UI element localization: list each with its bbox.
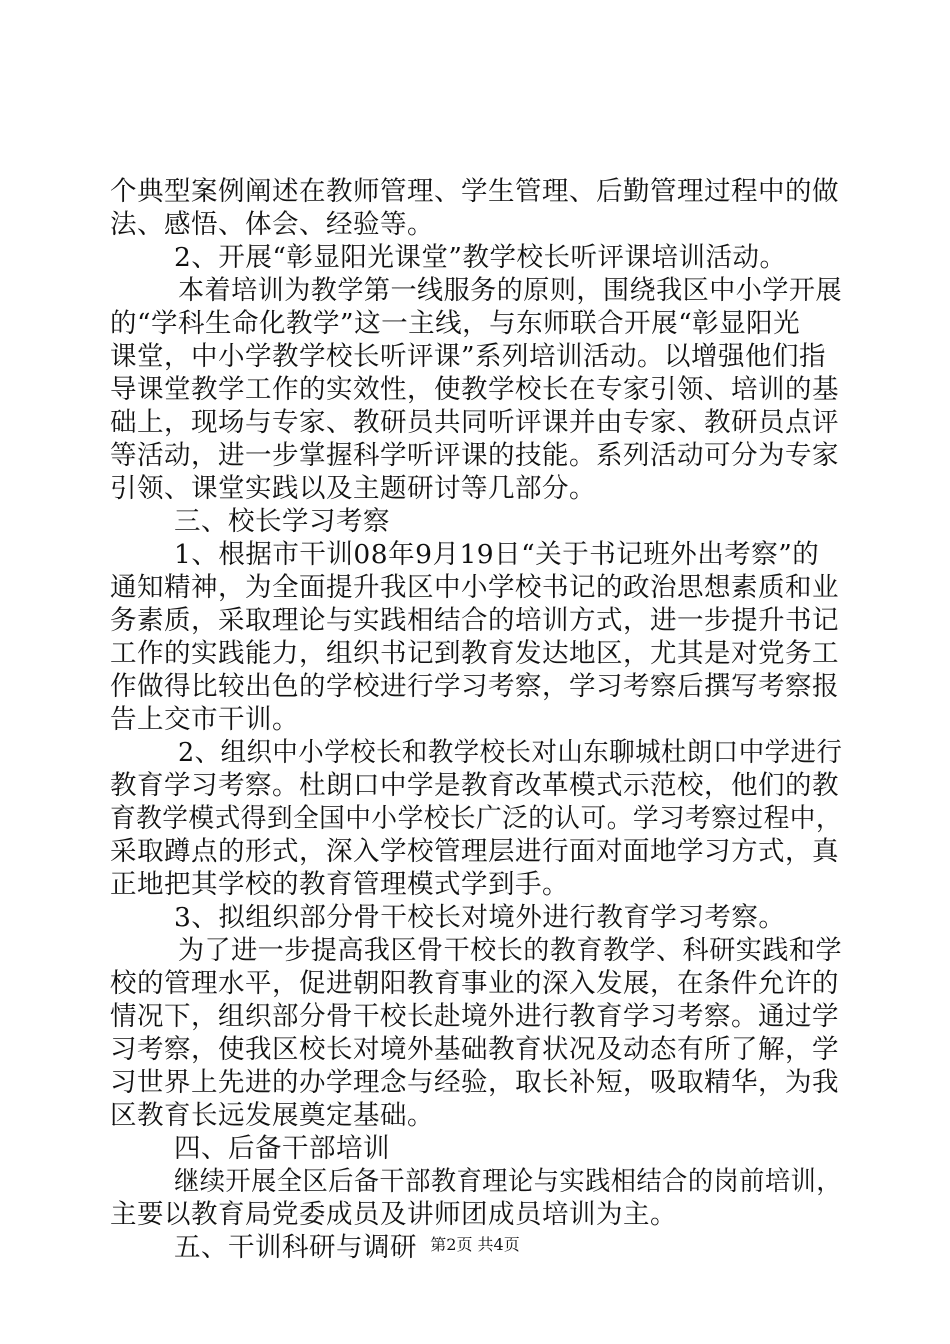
- text-line: 继续开展全区后备干部教育理论与实践相结合的岗前培训，: [174, 1166, 842, 1197]
- text-line: 校的管理水平，促进朝阳教育事业的深入发展，在条件允许的: [110, 968, 839, 999]
- text-line: 课堂，中小学教学校长听评课”系列培训活动。以增强他们指: [110, 341, 827, 372]
- section-heading: 四、后备干部培训: [174, 1133, 390, 1164]
- text-line: 习考察，使我区校长对境外基础教育状况及动态有所了解，学: [110, 1034, 839, 1065]
- text-line: 工作的实践能力，组织书记到教育发达地区，尤其是对党务工: [110, 638, 839, 669]
- text-line: 的“学科生命化教学”这一主线，与东师联合开展“彰显阳光: [110, 308, 801, 339]
- text-line: 务素质，采取理论与实践相结合的培训方式，进一步提升书记: [110, 605, 839, 636]
- text-line: 正地把其学校的教育管理模式学到手。: [110, 869, 569, 900]
- section-heading: 五、干训科研与调研: [174, 1232, 417, 1263]
- text-line: 本着培训为教学第一线服务的原则，围绕我区中小学开展: [178, 275, 842, 306]
- section-heading: 三、校长学习考察: [174, 506, 390, 537]
- text-line: 础上，现场与专家、教研员共同听评课并由专家、教研员点评: [110, 407, 839, 438]
- page-number-footer: 第2页 共4页: [430, 1235, 520, 1254]
- text-line: 主要以教育局党委成员及讲师团成员培训为主。: [110, 1199, 677, 1230]
- text-line: 通知精神，为全面提升我区中小学校书记的政治思想素质和业: [110, 572, 839, 603]
- text-line: 1、根据市干训08年9月19日“关于书记班外出考察”的: [174, 539, 820, 570]
- text-line: 导课堂教学工作的实效性，使教学校长在专家引领、培训的基: [110, 374, 839, 405]
- text-line: 教育学习考察。杜朗口中学是教育改革模式示范校，他们的教: [110, 770, 839, 801]
- text-line: 法、感悟、体会、经验等。: [110, 209, 434, 240]
- text-line: 引领、课堂实践以及主题研讨等几部分。: [110, 473, 596, 504]
- section-heading: 3、拟组织部分骨干校长对境外进行教育学习考察。: [174, 902, 786, 933]
- text-line: 作做得比较出色的学校进行学习考察，学习考察后撰写考察报: [110, 671, 839, 702]
- text-line: 为了进一步提高我区骨干校长的教育教学、科研实践和学: [178, 935, 842, 966]
- text-line: 等活动，进一步掌握科学听评课的技能。系列活动可分为专家: [110, 440, 839, 471]
- text-line: 习世界上先进的办学理念与经验，取长补短，吸取精华，为我: [110, 1067, 839, 1098]
- text-line: 2、组织中小学校长和教学校长对山东聊城杜朗口中学进行: [178, 737, 843, 768]
- text-line: 告上交市干训。: [110, 704, 299, 735]
- text-line: 情况下，组织部分骨干校长赴境外进行教育学习考察。通过学: [110, 1001, 839, 1032]
- text-line: 育教学模式得到全国中小学校长广泛的认可。学习考察过程中，: [110, 803, 842, 834]
- section-heading: 2、开展“彰显阳光课堂”教学校长听评课培训活动。: [174, 242, 787, 273]
- text-line: 个典型案例阐述在教师管理、学生管理、后勤管理过程中的做: [110, 176, 839, 207]
- text-line: 区教育长远发展奠定基础。: [110, 1100, 434, 1131]
- text-line: 采取蹲点的形式，深入学校管理层进行面对面地学习方式，真: [110, 836, 839, 867]
